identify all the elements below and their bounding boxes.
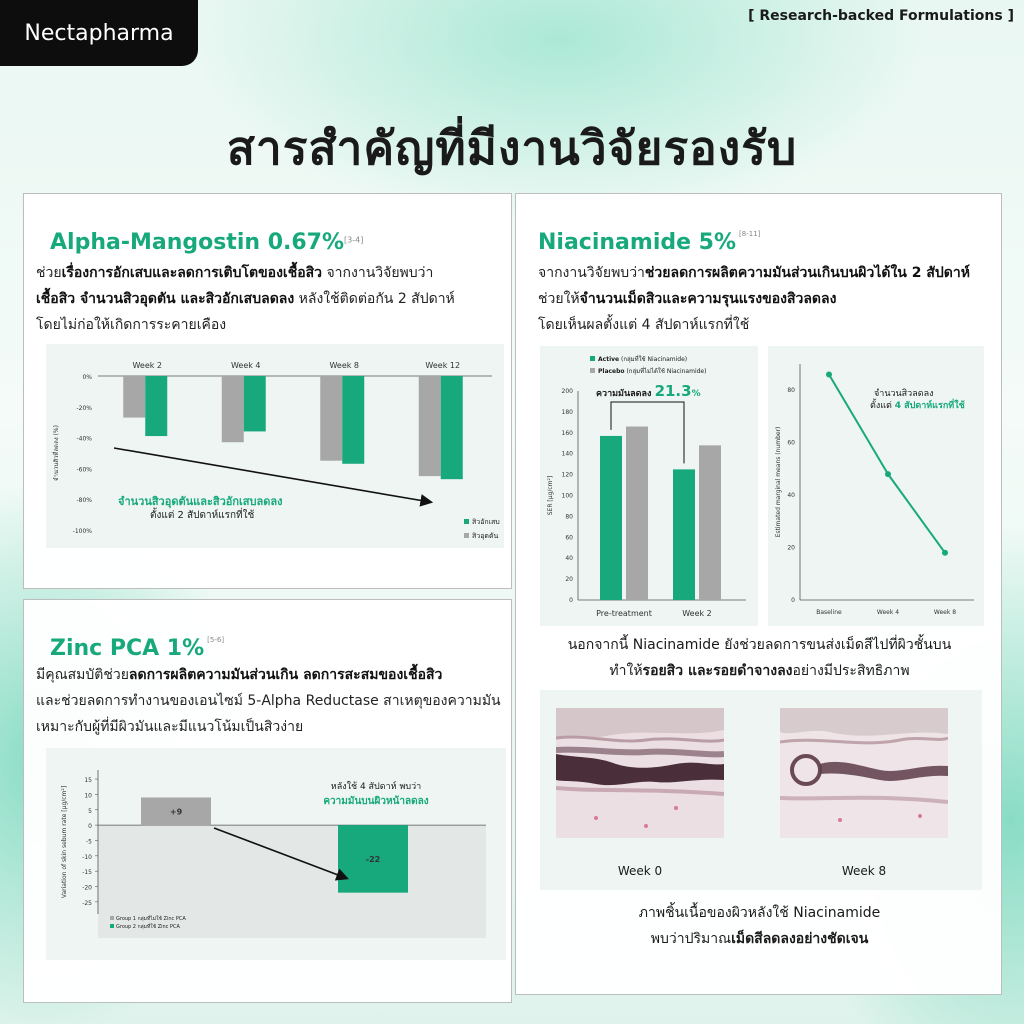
zinc-y-tick: 0 [88, 823, 92, 831]
alpha-bar-comedone [419, 376, 441, 476]
alpha-bar-comedone [123, 376, 145, 418]
alpha-line3: โดยไม่ก่อให้เกิดการระคายเคือง [36, 317, 227, 333]
ser-bar-active [600, 436, 622, 600]
niacin-description [538, 260, 998, 338]
line-y-tick: 80 [787, 387, 795, 395]
line-point [942, 550, 948, 556]
ser-y-tick: 20 [565, 576, 573, 584]
alpha-chart-panel [46, 344, 504, 548]
alpha-bar-inflamed [244, 376, 266, 431]
niacin-line-note-1: จำนวนสิวลดลง [874, 389, 934, 399]
line-x-tick: Baseline [816, 609, 842, 616]
niacin-photo-caption: ภาพชิ้นเนื้อของผิวหลังใช้ Niacinamide พบว่าปริมาณเม็ดสีลดลงอย่างชัดเจน [516, 900, 1003, 952]
alpha-legend-2: สิวอุดตัน [464, 531, 498, 542]
zinc-y-tick: 10 [84, 792, 92, 800]
alpha-title-row [50, 230, 363, 255]
zinc-y-tick: -15 [82, 869, 92, 877]
ser-y-tick: 140 [561, 450, 573, 458]
line-y-tick: 0 [791, 597, 795, 604]
zinc-y-tick: -25 [82, 899, 92, 907]
niacin-ser-panel [540, 346, 758, 626]
line-point [826, 371, 832, 377]
tagline: [ Research-backed Formulations ] [748, 8, 1014, 24]
alpha-title: Alpha-Mangostin 0.67% [50, 230, 345, 255]
niacin-caption-line1: ภาพชิ้นเนื้อของผิวหลังใช้ Niacinamide [638, 905, 881, 921]
ser-bar-placebo [699, 445, 721, 600]
niacin-title-row [538, 230, 760, 255]
zinc-line3: เหมาะกับผู้ที่มีผิวมันและมีแนวโน้มเป็นสิวง่าย [36, 719, 304, 735]
line-x-tick: Week 4 [876, 609, 900, 616]
alpha-x-tick: Week 2 [132, 361, 163, 370]
zinc-line1a: มีคุณสมบัติช่วย [36, 667, 129, 683]
alpha-y-tick: -60% [76, 466, 92, 474]
niacin-legend-placebo: Placebo (กลุ่มที่ไม่ได้ใช้ Niacinamide) [590, 366, 706, 376]
ser-y-label: SER [μg/cm²] [547, 475, 554, 516]
ser-y-tick: 0 [569, 597, 573, 604]
alpha-bar-inflamed [145, 376, 167, 436]
alpha-line1a: ช่วย [36, 265, 62, 281]
zinc-bar-label: +9 [169, 807, 183, 817]
line-y-tick: 40 [787, 492, 795, 500]
line-y-label: Estimated marginal means (number) [775, 426, 782, 538]
brand-logo [0, 0, 198, 66]
photo-label-week-0: Week 0 [617, 864, 663, 878]
zinc-description [36, 662, 511, 740]
alpha-mangostin-card [23, 193, 512, 589]
zinc-y-tick: -10 [82, 853, 92, 861]
ser-y-tick: 160 [561, 429, 573, 437]
alpha-bar-inflamed [441, 376, 463, 479]
ser-y-tick: 180 [561, 408, 573, 416]
niacin-line1b: ช่วยลดการผลิตความมันส่วนเกินบนผิวได้ใน 2 สัปดาห์ [644, 265, 970, 281]
alpha-annotation-sub: ตั้งแต่ 2 สัปดาห์แรกที่ใช้ [150, 510, 255, 521]
photo-label-week-8: Week 8 [841, 864, 887, 878]
ser-y-tick: 60 [565, 534, 573, 542]
zinc-y-label: Variation of skin sebum rate [μg/cm²] [61, 785, 68, 899]
alpha-bar-chart [46, 344, 504, 548]
alpha-x-tick: Week 8 [329, 361, 360, 370]
ser-y-tick: 100 [561, 492, 573, 500]
zinc-y-tick: 5 [88, 807, 92, 815]
niacin-extra-text: นอกจากนี้ Niacinamide ยังช่วยลดการขนส่งเม็ดสีไปที่ผิวชั้นบน ทำให้รอยสิว และรอยดำจางลงอย่างมีประสิทธิภาพ [516, 632, 1003, 684]
alpha-y-tick: -20% [76, 404, 92, 412]
zinc-y-tick: -20 [82, 884, 92, 892]
alpha-y-tick: -40% [76, 435, 92, 443]
line-y-tick: 20 [787, 544, 795, 552]
alpha-y-tick: -80% [76, 497, 92, 505]
ser-y-tick: 200 [561, 388, 573, 395]
zinc-pca-card [23, 599, 512, 1003]
zinc-bar-label: -22 [365, 854, 381, 864]
alpha-y-tick: -100% [72, 528, 92, 535]
ser-bar-active [673, 469, 695, 600]
niacin-line-note-2: ตั้งแต่ 4 สัปดาห์แรกที่ใช้ [870, 401, 965, 411]
zinc-y-tick: -5 [86, 838, 92, 846]
alpha-line2a: เชื้อสิว จำนวนสิวอุดตัน และสิวอักเสบลดลง [36, 291, 295, 307]
niacin-title: Niacinamide 5% [538, 230, 737, 255]
zinc-note-2: ความมันบนผิวหน้าลดลง [323, 796, 429, 807]
alpha-y-tick: 0% [82, 374, 92, 381]
alpha-y-label: จำนวนสิวที่ลดลง (%) [53, 425, 60, 481]
zinc-line2: และช่วยลดการทำงานของเอนไซม์ 5-Alpha Reductase สาเหตุของความมัน [36, 693, 501, 709]
alpha-description [36, 260, 506, 338]
alpha-bar-comedone [320, 376, 342, 461]
alpha-bar-inflamed [342, 376, 364, 464]
ser-y-tick: 40 [565, 555, 573, 563]
ser-y-tick: 120 [561, 471, 573, 479]
alpha-line2b: หลังใช้ติดต่อกัน 2 สัปดาห์ [294, 291, 455, 307]
alpha-annotation-main: จำนวนสิวอุดตันและสิวอักเสบลดลง [118, 495, 283, 508]
niacin-legend-active: Active (กลุ่มที่ใช้ Niacinamide) [590, 354, 687, 364]
zinc-legend-1: Group 1 กลุ่มที่ไม่ใช้ Zinc PCA [110, 915, 186, 923]
ser-x-tick: Pre-treatment [596, 609, 652, 618]
page-title: สารสำคัญที่มีงานวิจัยรองรับ [226, 121, 798, 175]
line-point [885, 471, 891, 477]
alpha-bar-comedone [222, 376, 244, 442]
alpha-x-tick: Week 4 [230, 361, 261, 370]
alpha-x-tick: Week 12 [425, 361, 461, 370]
niacin-line1a: จากงานวิจัยพบว่า [538, 265, 645, 281]
zinc-title-row [50, 636, 224, 661]
niacin-line3: โดยเห็นผลตั้งแต่ 4 สัปดาห์แรกที่ใช้ [538, 317, 750, 333]
niacin-extra-line1: นอกจากนี้ Niacinamide ยังช่วยลดการขนส่งเม็ดสีไปที่ผิวชั้นบน [567, 637, 952, 653]
niacin-line2b: จำนวนเม็ดสิวและความรุนแรงของสิวลดลง [579, 291, 837, 307]
zinc-ref: [5-6] [207, 636, 225, 644]
zinc-chart-panel [46, 748, 506, 960]
line-y-tick: 60 [787, 439, 795, 447]
zinc-note-1: หลังใช้ 4 สัปดาห์ พบว่า [330, 782, 422, 792]
zinc-title: Zinc PCA 1% [50, 636, 205, 661]
niacin-ref: [8-11] [739, 230, 761, 238]
zinc-legend-2: Group 2 กลุ่มที่ใช้ Zinc PCA [110, 923, 180, 931]
niacin-line-panel [768, 346, 984, 626]
alpha-line1b: เรื่องการอักเสบและลดการเติบโตของเชื้อสิว [61, 265, 323, 281]
niacinamide-card [515, 193, 1002, 995]
alpha-line1c: จากงานวิจัยพบว่า [322, 265, 434, 281]
histology-image-week-0 [556, 708, 724, 838]
histology-image-week-8 [780, 708, 948, 838]
alpha-ref: [3-4] [344, 235, 364, 245]
ser-x-tick: Week 2 [682, 609, 712, 618]
brand-name: Nectapharma [24, 20, 174, 46]
alpha-legend-1: สิวอักเสบ [464, 517, 500, 528]
line-x-tick: Week 8 [933, 609, 957, 616]
ser-bar-placebo [626, 427, 648, 600]
ser-y-tick: 80 [565, 513, 573, 521]
niacin-photo-panel [540, 690, 982, 890]
niacin-line2a: ช่วยให้ [538, 291, 580, 307]
zinc-line1b: ลดการผลิตความมันส่วนเกิน ลดการสะสมของเชื้อสิว [128, 667, 443, 683]
zinc-y-tick: 15 [84, 777, 92, 785]
niacin-oil-callout: ความมันลดลง 21.3% [596, 382, 701, 400]
